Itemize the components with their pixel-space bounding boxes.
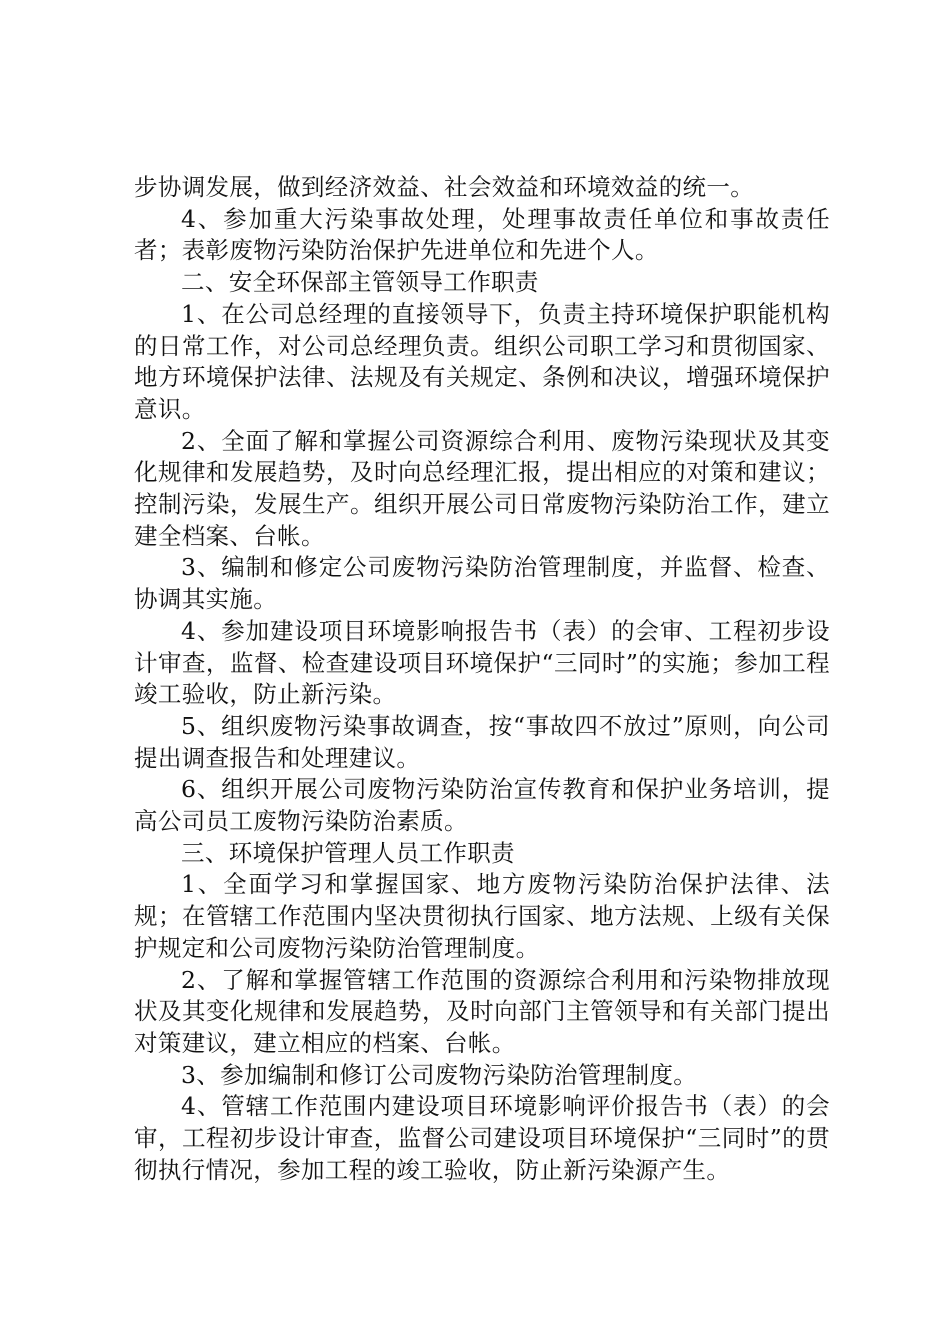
paragraph-item-7: 6、组织开展公司废物污染防治宣传教育和保护业务培训，提高公司员工废物污染防治素质。 xyxy=(134,775,830,836)
paragraph-item-8: 1、全面学习和掌握国家、地方废物污染防治保护法律、法规；在管辖工作范围内坚决贯彻执行国家、地方法规、上级有关保护规定和公司废物污染防治管理制度。 xyxy=(134,870,830,962)
paragraph-item-9: 2、了解和掌握管辖工作范围的资源综合利用和污染物排放现状及其变化规律和发展趋势，及时向部门主管领导和有关部门提出对策建议，建立相应的档案、台帐。 xyxy=(134,965,830,1057)
paragraph-item-1: 4、参加重大污染事故处理，处理事故责任单位和事故责任者；表彰废物污染防治保护先进单位和先进个人。 xyxy=(134,204,830,265)
section-heading-3: 三、环境保护管理人员工作职责 xyxy=(181,838,515,867)
paragraph-item-11: 4、管辖工作范围内建设项目环境影响评价报告书（表）的会审，工程初步设计审查，监督公司建设项目环境保护“三同时”的贯彻执行情况，参加工程的竣工验收，防止新污染源产生。 xyxy=(134,1092,830,1184)
paragraph-item-4: 3、编制和修定公司废物污染防治管理制度，并监督、检查、协调其实施。 xyxy=(134,553,830,614)
paragraph-item-3: 2、全面了解和掌握公司资源综合利用、废物污染现状及其变化规律和发展趋势，及时向总经理汇报，提出相应的对策和建议；控制污染，发展生产。组织开展公司日常废物污染防治工作，建立建全档案、台帐。 xyxy=(134,426,830,550)
document-page xyxy=(134,172,830,1187)
section-heading-2: 二、安全环保部主管领导工作职责 xyxy=(181,268,539,297)
paragraph-item-10: 3、参加编制和修订公司废物污染防治管理制度。 xyxy=(181,1060,698,1089)
paragraph-item-2: 1、在公司总经理的直接领导下，负责主持环境保护职能机构的日常工作，对公司总经理负责。组织公司职工学习和贯彻国家、地方环境保护法律、法规及有关规定、条例和决议，增强环境保护意识。 xyxy=(134,299,830,423)
paragraph-item-5: 4、参加建设项目环境影响报告书（表）的会审、工程初步设计审查，监督、检查建设项目环境保护“三同时”的实施；参加工程竣工验收，防止新污染。 xyxy=(134,616,830,709)
paragraph-continuation: 步协调发展，做到经济效益、社会效益和环境效益的统一。 xyxy=(134,173,755,201)
paragraph-item-6: 5、组织废物污染事故调查，按“事故四不放过”原则，向公司提出调查报告和处理建议。 xyxy=(134,711,830,772)
